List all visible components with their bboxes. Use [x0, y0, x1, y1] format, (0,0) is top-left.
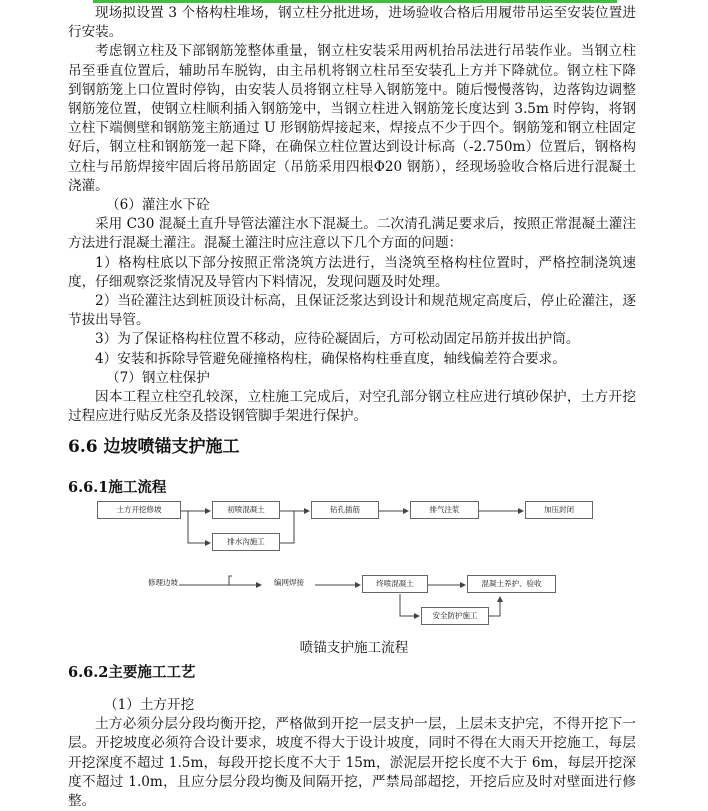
flow-box-final-spray: 终喷混凝土 — [362, 575, 428, 593]
subsection-heading-process: 6.6.1施工流程 — [68, 479, 167, 497]
list-item-1: 1）格构柱底以下部分按照正常浇筑方法进行，当浇筑至格构柱位置时，严格控制浇筑速度，仔细观察泛浆情况及导管内下料情况，发现问题及时处理。 — [68, 254, 636, 290]
flow-box-drill: 钻孔插筋 — [311, 501, 379, 519]
document-body-lower — [68, 650, 636, 811]
flow-box-trim-slope: 修理边坡 — [148, 578, 178, 587]
paragraph-excavation: 土方必须分层分段均衡开挖，严格做到开挖一层支护一层，上层未支护完，不得开挖下一层。开挖坡度必须符合设计要求，坡度不得大于设计坡度，同时不得在大雨天开挖施工，每层开挖深度不超过 1.5m，每段开挖长度不大于 15m，淤泥层开挖长度不大于 6m，每层开挖深度不超过 1.0m，且应分层分段均衡及间隔开挖，严禁局部超挖，开挖后应及时对壁面进行修整。 — [68, 716, 636, 810]
flow-box-seal: 加压封闭 — [525, 501, 593, 519]
subsection-heading-techniques: 6.6.2主要施工工艺 — [68, 664, 196, 681]
top-accent-bar — [93, 0, 617, 3]
flow-box-drainage: 排水沟施工 — [212, 533, 280, 551]
paragraph-pour-method: 采用 C30 混凝土直升导管法灌注水下混凝土。二次清孔满足要求后，按照正常混凝土灌注方法进行混凝土灌注。混凝土灌注时应注意以下几个方面的问题： — [68, 216, 636, 252]
section-heading: 6.6 边坡喷锚支护施工 — [68, 437, 240, 458]
paragraph-protection: 因本工程立柱空孔较深，立柱施工完成后，对空孔部分钢立柱应进行填砂保护，土方开挖过程应进行贴反光条及搭设钢管脚手架进行保护。 — [68, 389, 636, 425]
list-item-2: 2）当砼灌注达到桩顶设计标高，且保证泛浆达到设计和规范规定高度后，停止砼灌注，逐节拔出导管。 — [68, 293, 636, 329]
list-item-3: 3）为了保证格构柱位置不移动，应待砼凝固后，方可松动固定吊筋并拔出护筒。 — [95, 331, 580, 348]
flow-box-excavate: 土方开挖修坡 — [97, 501, 181, 519]
item-heading-pour: （6）灌注水下砼 — [106, 197, 210, 214]
flow-box-mesh: 编网焊接 — [274, 578, 304, 587]
item-heading-excavation: （1）土方开挖 — [104, 697, 195, 713]
flow-box-safety: 安全防护施工 — [421, 607, 489, 625]
flow-box-initial-spray: 初喷混凝土 — [212, 501, 280, 519]
document-body — [68, 4, 636, 499]
flowchart — [97, 497, 607, 629]
flow-box-curing: 混凝土养护、验收 — [467, 575, 556, 593]
paragraph-storage: 现场拟设置 3 个格构柱堆场，钢立柱分批进场，进场验收合格后用履带吊运至安装位置进行安装。 — [68, 5, 636, 41]
flow-box-grout: 排气注浆 — [410, 501, 479, 519]
paragraph-hoisting: 考虑钢立柱及下部钢筋笼整体重量，钢立柱安装采用两机抬吊法进行吊装作业。当钢立柱吊至垂直位置后，辅助吊车脱钩，由主吊机将钢立柱吊至安装孔上方并下降就位。钢立柱下降到钢筋笼上口位置时停钩，由安装人员将钢立柱导入钢筋笼中。随后慢慢落钩，边落钩边调整钢筋笼位置，使钢立柱顺利插入钢筋笼中，当钢立柱进入钢筋笼长度达到 3.5m 时停钩，将钢立柱下端侧壁和钢筋笼主筋通过 U 形钢筋焊接起来，焊接点不少于四个。钢筋笼和钢立柱固定好后，钢立柱和钢筋笼一起下降，在确保立柱位置达到设计标高（-2.750m）位置后，钢格构立柱与吊筋焊接牢固后将吊筋固定（吊筋采用四根Φ20 钢筋），经现场验收合格后进行混凝土浇灌。 — [68, 43, 636, 194]
item-heading-protection: （7）钢立柱保护 — [106, 369, 210, 386]
flowchart-caption: 喷锚支护施工流程 — [299, 640, 409, 656]
list-item-4: 4）安装和拆除导管避免碰撞格构柱，确保格构柱垂直度，轴线偏差符合要求。 — [95, 350, 566, 367]
